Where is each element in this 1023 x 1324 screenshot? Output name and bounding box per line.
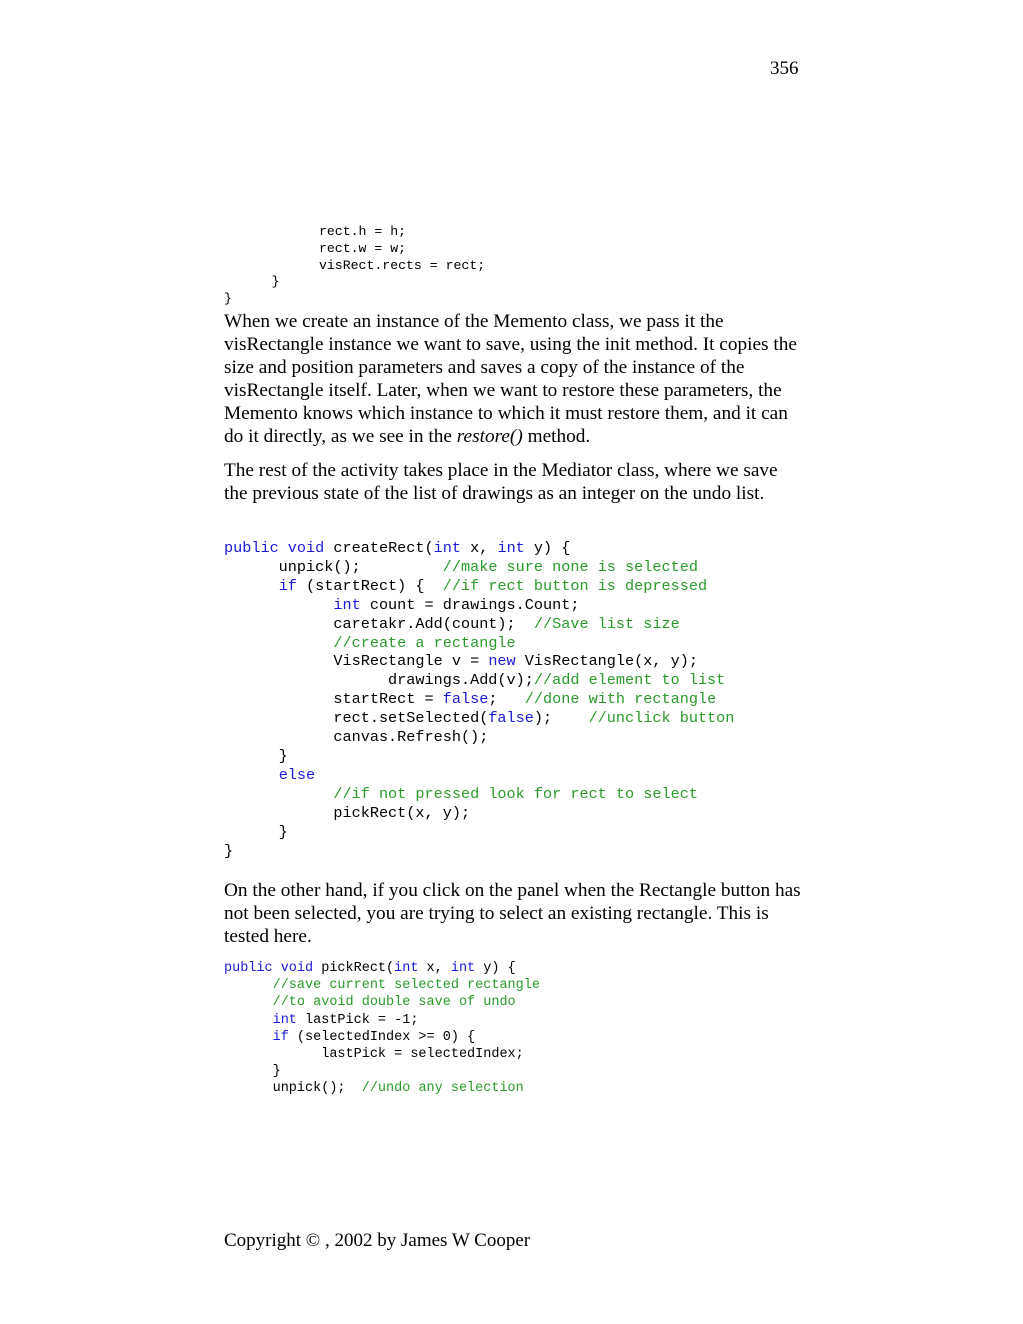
code-line (224, 671, 725, 689)
code-line (224, 652, 698, 670)
code-comment: //if not pressed look for rect to select (333, 784, 698, 803)
code-line (224, 1047, 524, 1062)
code-line (224, 224, 406, 239)
code-text (224, 995, 273, 1010)
code-keyword: int (394, 961, 419, 976)
code-text: pickRect(x, y); (224, 803, 471, 822)
code-comment: //undo any selection (361, 1081, 524, 1097)
code-text: ); (533, 709, 589, 728)
code-text: visRect.rects = rect; (224, 257, 486, 273)
code-text: } (224, 274, 280, 290)
code-comment: //make sure none is selected (442, 557, 698, 576)
code-block-create-rect (224, 539, 734, 860)
page-number: 356 (770, 58, 799, 79)
code-line (224, 539, 570, 557)
code-text: unpick(); (224, 1081, 362, 1097)
code-text: lastPick = -1; (296, 1012, 419, 1028)
code-line (224, 615, 680, 633)
code-keyword: false (488, 709, 534, 728)
code-keyword: int (333, 595, 361, 614)
code-comment: //add element to list (533, 671, 726, 690)
code-keyword: new (488, 652, 516, 671)
code-line (224, 709, 734, 727)
code-text: unpick(); (224, 557, 443, 576)
code-line (224, 577, 707, 595)
code-text: (startRect) { (296, 576, 443, 595)
code-comment: //to avoid double save of undo (272, 995, 516, 1011)
paragraph-text: When we create an instance of the Memento class, we pass it the visRectangle instance we want to save, using the init method. It copies the size and position parameters and saves a copy of the instance of the visRectangle itself. Later, when we want to restore these parameters, the Memento knows which instance to which it must restore them, and it can do it directly, as we see in the (224, 311, 797, 447)
code-block-memento-init-end (224, 224, 485, 308)
paragraph-memento-description (224, 310, 804, 448)
code-text: x, (418, 961, 451, 976)
code-line (224, 785, 698, 803)
code-text: rect.h = h; (224, 224, 407, 239)
code-line (224, 1013, 418, 1028)
code-line (224, 1081, 524, 1096)
code-line (224, 961, 516, 976)
code-line (224, 1030, 475, 1045)
code-text: rect.w = w; (224, 240, 407, 256)
code-text (224, 596, 333, 614)
code-text (224, 1030, 273, 1045)
code-comment: //done with rectangle (524, 690, 717, 709)
code-text: lastPick = selectedIndex; (224, 1047, 524, 1063)
copyright-footer: Copyright © , 2002 by James W Cooper (224, 1230, 531, 1251)
code-line (224, 978, 540, 993)
paragraph-pick-description: On the other hand, if you click on the panel when the Rectangle button has not been selected, you are trying to select an existing rectangle. This is tested here. (224, 880, 801, 947)
code-line (224, 766, 315, 784)
code-text: VisRectangle v = (224, 652, 489, 671)
code-text: x, (460, 539, 498, 557)
code-text: ; (488, 690, 525, 709)
code-text: pickRect( (313, 961, 395, 976)
code-line (224, 596, 579, 614)
paragraph-mediator-description: The rest of the activity takes place in the Mediator class, where we save the previous state of the list of drawings as an integer on the undo list. (224, 460, 778, 504)
code-comment: //create a rectangle (333, 633, 516, 652)
code-keyword: int (450, 961, 476, 976)
code-text: } (224, 841, 234, 860)
code-line (224, 842, 233, 860)
code-line (224, 728, 488, 746)
restore-method-name: restore() (456, 426, 523, 447)
code-line (224, 258, 485, 273)
code-keyword: else (278, 765, 316, 784)
code-comment: //save current selected rectangle (272, 978, 540, 994)
code-keyword: if (278, 576, 297, 595)
code-keyword: public void (224, 961, 314, 976)
code-text: caretakr.Add(count); (224, 614, 534, 633)
code-text: y) { (475, 961, 516, 976)
code-line (224, 274, 279, 289)
code-line (224, 291, 232, 306)
code-text (224, 785, 333, 803)
code-line (224, 804, 470, 822)
paragraph-text-end: method. (522, 426, 591, 447)
code-keyword: int (497, 539, 525, 557)
code-line (224, 995, 516, 1010)
code-text: drawings.Add(v); (224, 671, 534, 690)
code-text: } (224, 291, 232, 307)
code-text: canvas.Refresh(); (224, 728, 489, 747)
code-keyword: false (442, 690, 489, 709)
code-text: } (224, 1064, 281, 1080)
code-text: VisRectangle(x, y); (515, 652, 698, 671)
code-comment: //unclick button (588, 709, 735, 728)
code-keyword: int (272, 1012, 297, 1028)
code-text: y) { (524, 539, 571, 557)
code-text: createRect( (324, 539, 434, 557)
code-text (224, 1013, 273, 1028)
code-line (224, 241, 406, 256)
code-keyword: public void (224, 539, 325, 557)
code-keyword: int (433, 539, 461, 557)
code-text (224, 766, 279, 784)
code-line (224, 558, 698, 576)
code-block-pick-rect (224, 960, 540, 1098)
code-line (224, 634, 516, 652)
code-line (224, 747, 288, 765)
code-keyword: if (272, 1029, 289, 1045)
code-text: startRect = (224, 690, 443, 709)
code-text (224, 634, 333, 652)
code-comment: //if rect button is depressed (442, 576, 708, 595)
code-line (224, 690, 716, 708)
code-text: } (224, 746, 288, 765)
code-comment: //Save list size (533, 614, 680, 633)
code-text: (selectedIndex >= 0) { (288, 1029, 476, 1045)
code-line (224, 823, 288, 841)
code-line (224, 1064, 281, 1079)
code-text (224, 577, 279, 595)
code-text: rect.setSelected( (224, 709, 489, 728)
code-text (224, 978, 273, 993)
code-text: count = drawings.Count; (360, 595, 580, 614)
code-text: } (224, 822, 288, 841)
